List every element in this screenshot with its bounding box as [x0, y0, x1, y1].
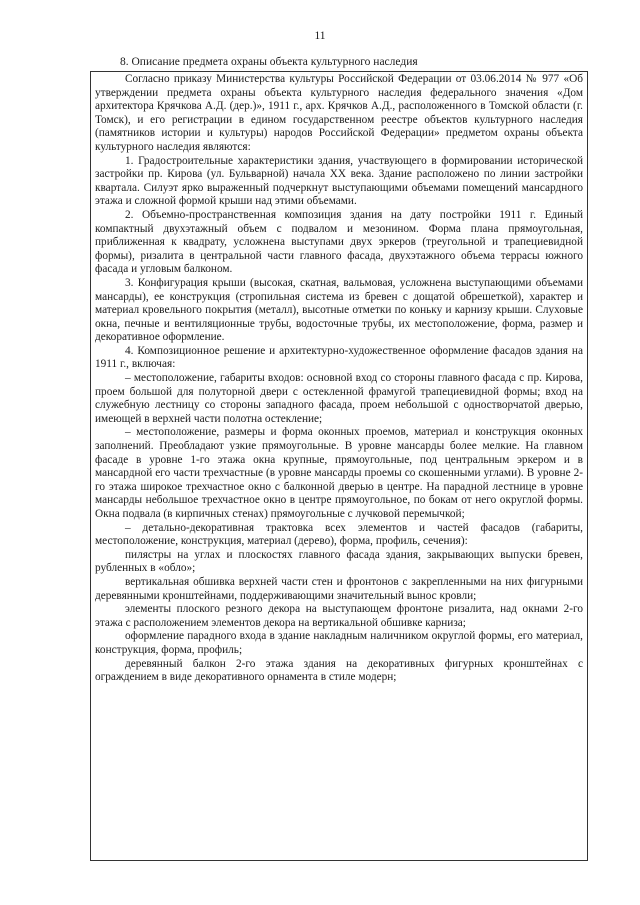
- intro-paragraph: Согласно приказу Министерства культуры Российской Федерации от 03.06.2014 № 977 «Об утверждении предмета охраны объекта культурного наследия федерального значения «Дом архитектора Крячкова А.Д. (дер.)», 1911 г., арх. Крячков А.Д., расположенного в Томской области (г. Томск), и его регистрации в едином государственном реестре объектов культурного наследия (памятников истории и культуры) народов Российской Федерации» предметом охраны объекта культурного наследия являются:: [95, 73, 583, 153]
- content-frame: [90, 71, 588, 861]
- item-2-paragraph: 2. Объемно-пространственная композиция здания на дату постройки 1911 г. Единый компактный двухэтажный объем с подвалом и мезонином. Форма плана прямоугольная, приближенная к квадрату, усложнена выступами двух эркеров (треугольной и трапециевидной формы), ризалита в центральной части главного фасада, двухэтажного объема террасы южного фасада и угловым балконом.: [95, 208, 583, 276]
- subitem-entrances: – местоположение, габариты входов: основной вход со стороны главного фасада с пр. Кирова, проем большой для полуторной двери с остекленной фрамугой трапециевидной формы; вход на служебную лестницу со стороны западного фасада, проем небольшой с одностворчатой дверью, имеющей в верхней части полотна остекление;: [95, 372, 583, 425]
- subitem-main-entrance: оформление парадного входа в здание накладным наличником округлой формы, его материал, конструкция, форма, профиль;: [95, 630, 583, 656]
- subitem-cladding: вертикальная обшивка верхней части стен и фронтонов с закрепленными на них фигурными деревянными кронштейнами, поддерживающими значительный вынос кровли;: [95, 575, 583, 602]
- subitem-windows: – местоположение, размеры и форма оконных проемов, материал и конструкция оконных заполнений. Преобладают узкие прямоугольные. В уровне мансарды более мелкие. На главном фасаде в уровне 1-го этажа окна крупные, прямоугольные, под центральным эркером и в мансардной его части трехчастные (в уровне мансарды проемы со скошенными углами). В уровне 2-го этажа широкое трехчастное окно с балконной дверью в центре. На парадной лестнице в уровне мансарды небольшое трехчастное окно в центре прямоугольное, по бокам от него округлой формы. Окна подвала (в кирпичных стенах) прямоугольные с лучковой перемычкой;: [95, 426, 583, 520]
- subitem-balcony: деревянный балкон 2-го этажа здания на декоративных фигурных кронштейнах с ограждением в виде декоративного орнамента в стиле модерн;: [95, 657, 583, 684]
- item-4-paragraph: 4. Композиционное решение и архитектурно-художественное оформление фасадов здания на 1911 г., включая:: [95, 344, 583, 371]
- subitem-decorative-treatment: – детально-декоративная трактовка всех элементов и частей фасадов (габариты, местоположение, конструкция, материал (дерево), форма, профиль, сечения):: [95, 521, 583, 548]
- page-number: 11: [314, 30, 326, 42]
- item-1-paragraph: 1. Градостроительные характеристики здания, участвующего в формировании исторической застройки пр. Кирова (ул. Бульварной) начала XX века. Здание расположено по линии застройки квартала. Силуэт ярко выраженный подчеркнут выступающими объемами помещений мансардного этажа и сложной формой крыши над этими объемами.: [95, 154, 583, 208]
- item-3-paragraph: 3. Конфигурация крыши (высокая, скатная, вальмовая, усложнена выступающими объемами мансарды), ее конструкция (стропильная система из бревен с дощатой обрешеткой), характер и материал кровельного покрытия (металл), высотные отметки по коньку и карнизу крыши. Слуховые окна, печные и вентиляционные трубы, водосточные трубы, их местоположение, форма, размер и декоративное оформление.: [95, 276, 583, 344]
- document-body: [91, 72, 587, 685]
- subitem-carved-decor: элементы плоского резного декора на выступающем фронтоне ризалита, над окнами 2-го этажа с расположением элементов декора на вертикальной обшивке карниза;: [95, 603, 583, 629]
- subitem-pilasters: пилястры на углах и плоскостях главного фасада здания, закрывающих выпуски бревен, рубленных в «обло»;: [95, 548, 583, 575]
- section-title: 8. Описание предмета охраны объекта культурного наследия: [120, 56, 418, 68]
